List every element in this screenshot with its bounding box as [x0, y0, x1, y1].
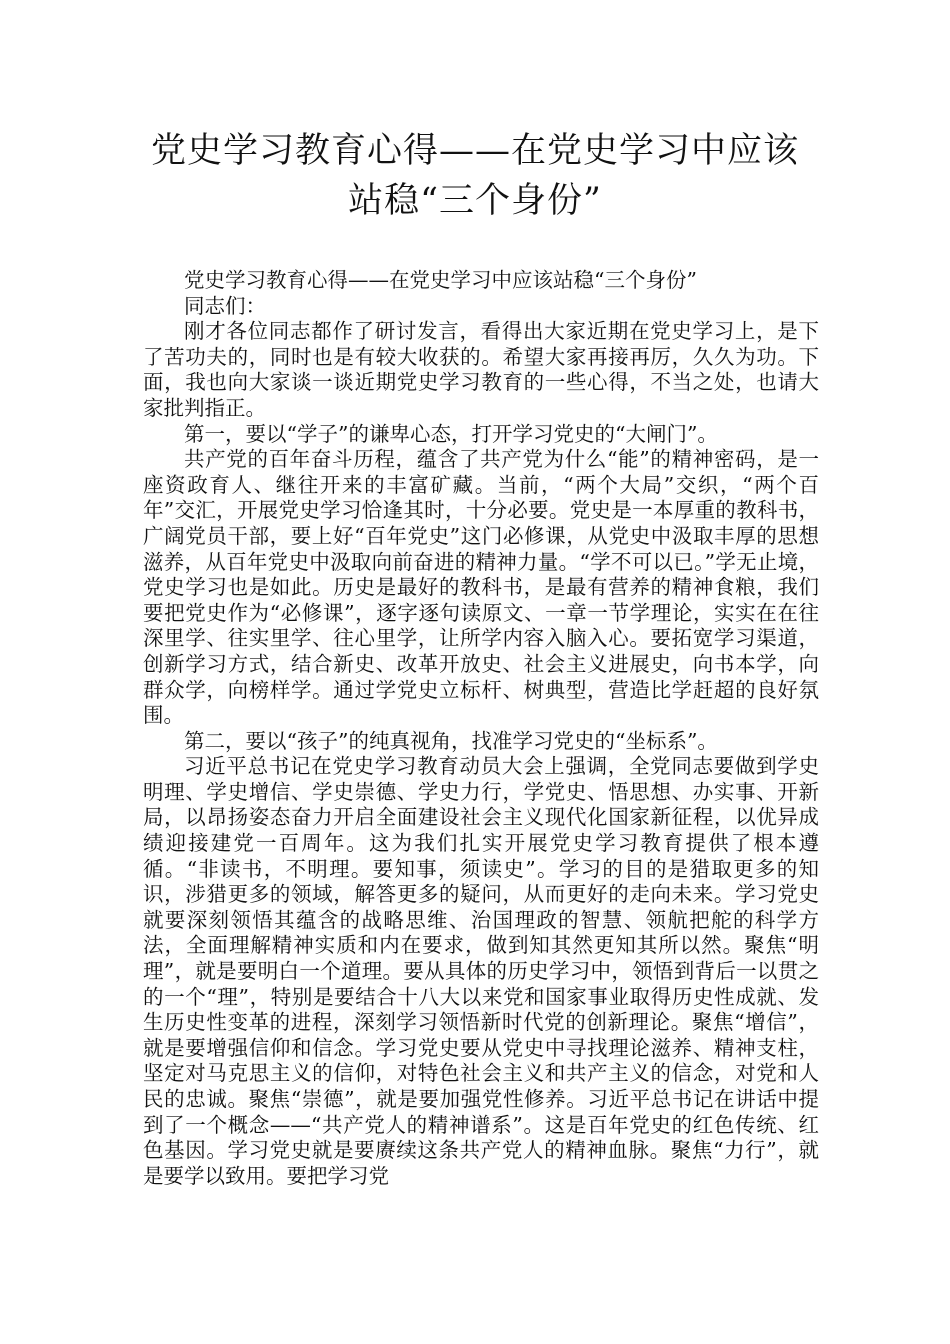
document-body: [143, 268, 819, 1189]
intro-paragraph: 刚才各位同志都作了研讨发言，看得出大家近期在党史学习上，是下了苦功夫的，同时也是有较大收获的。希望大家再接再厉，久久为功。下面，我也向大家谈一谈近期党史学习教育的一些心得，不当之处，也请大家批判指正。: [143, 319, 819, 420]
section-heading-1: 第一，要以“学子”的谦卑心态，打开学习党史的“大闸门”。: [184, 421, 718, 446]
document-title: [120, 126, 830, 226]
body-heading-paragraph: 党史学习教育心得——在党史学习中应该站稳“三个身份”: [184, 268, 697, 292]
document-title-line-1: 党史学习教育心得——在党史学习中应该: [150, 131, 799, 171]
salutation-paragraph: 同志们：: [184, 293, 266, 318]
section-heading-2: 第二，要以“孩子”的纯真视角，找准学习党史的“坐标系”。: [184, 728, 718, 753]
section-body-2: 习近平总书记在党史学习教育动员大会上强调，全党同志要做到学史明理、学史增信、学史崇德、学史力行，学党史、悟思想、办实事、开新局，以昂扬姿态奋力开启全面建设社会主义现代化国家新征程，以优异成绩迎接建党一百周年。这为我们扎实开展党史学习教育提供了根本遵循。“非读书，不明理。要知事，须读史”。学习的目的是猎取更多的知识，涉猎更多的领域，解答更多的疑问，从而更好的走向未来。学习党史就要深刻领悟其蕴含的战略思维、治国理政的智慧、领航把舵的科学方法，全面理解精神实质和内在要求，做到知其然更知其所以然。聚焦“明理”，就是要明白一个道理。要从具体的历史学习中，领悟到背后一以贯之的一个“理”，特别是要结合十八大以来党和国家事业取得历史性成就、发生历史性变革的进程，深刻学习领悟新时代党的创新理论。聚焦“增信”，就是要增强信仰和信念。学习党史要从党史中寻找理论滋养、精神支柱，坚定对马克思主义的信仰，对特色社会主义和共产主义的信念，对党和人民的忠诚。聚焦“崇德”，就是要加强党性修养。习近平总书记在讲话中提到了一个概念——“共产党人的精神谱系”。这是百年党史的红色传统、红色基因。学习党史就是要赓续这条共产党人的精神血脉。聚焦“力行”，就是要学以致用。要把学习党: [143, 754, 819, 1188]
section-body-1: 共产党的百年奋斗历程，蕴含了共产党为什么“能”的精神密码，是一座资政育人、继往开来的丰富矿藏。当前，“两个大局”交织，“两个百年”交汇，开展党史学习恰逢其时，十分必要。党史是一本厚重的教科书，广阔党员干部，要上好“百年党史”这门必修课，从党史中汲取丰厚的思想滋养，从百年党史中汲取向前奋进的精神力量。“学不可以已。”学无止境，党史学习也是如此。历史是最好的教科书，是最有营养的精神食粮，我们要把党史作为“必修课”，逐字逐句读原文、一章一节学理论，实实在在往深里学、往实里学、往心里学，让所学内容入脑入心。要拓宽学习渠道，创新学习方式，结合新史、改革开放史、社会主义进展史，向书本学，向群众学，向榜样学。通过学党史立标杆、树典型，营造比学赶超的良好氛围。: [143, 447, 819, 728]
document-title-line-2: 站稳“三个身份”: [348, 181, 602, 221]
